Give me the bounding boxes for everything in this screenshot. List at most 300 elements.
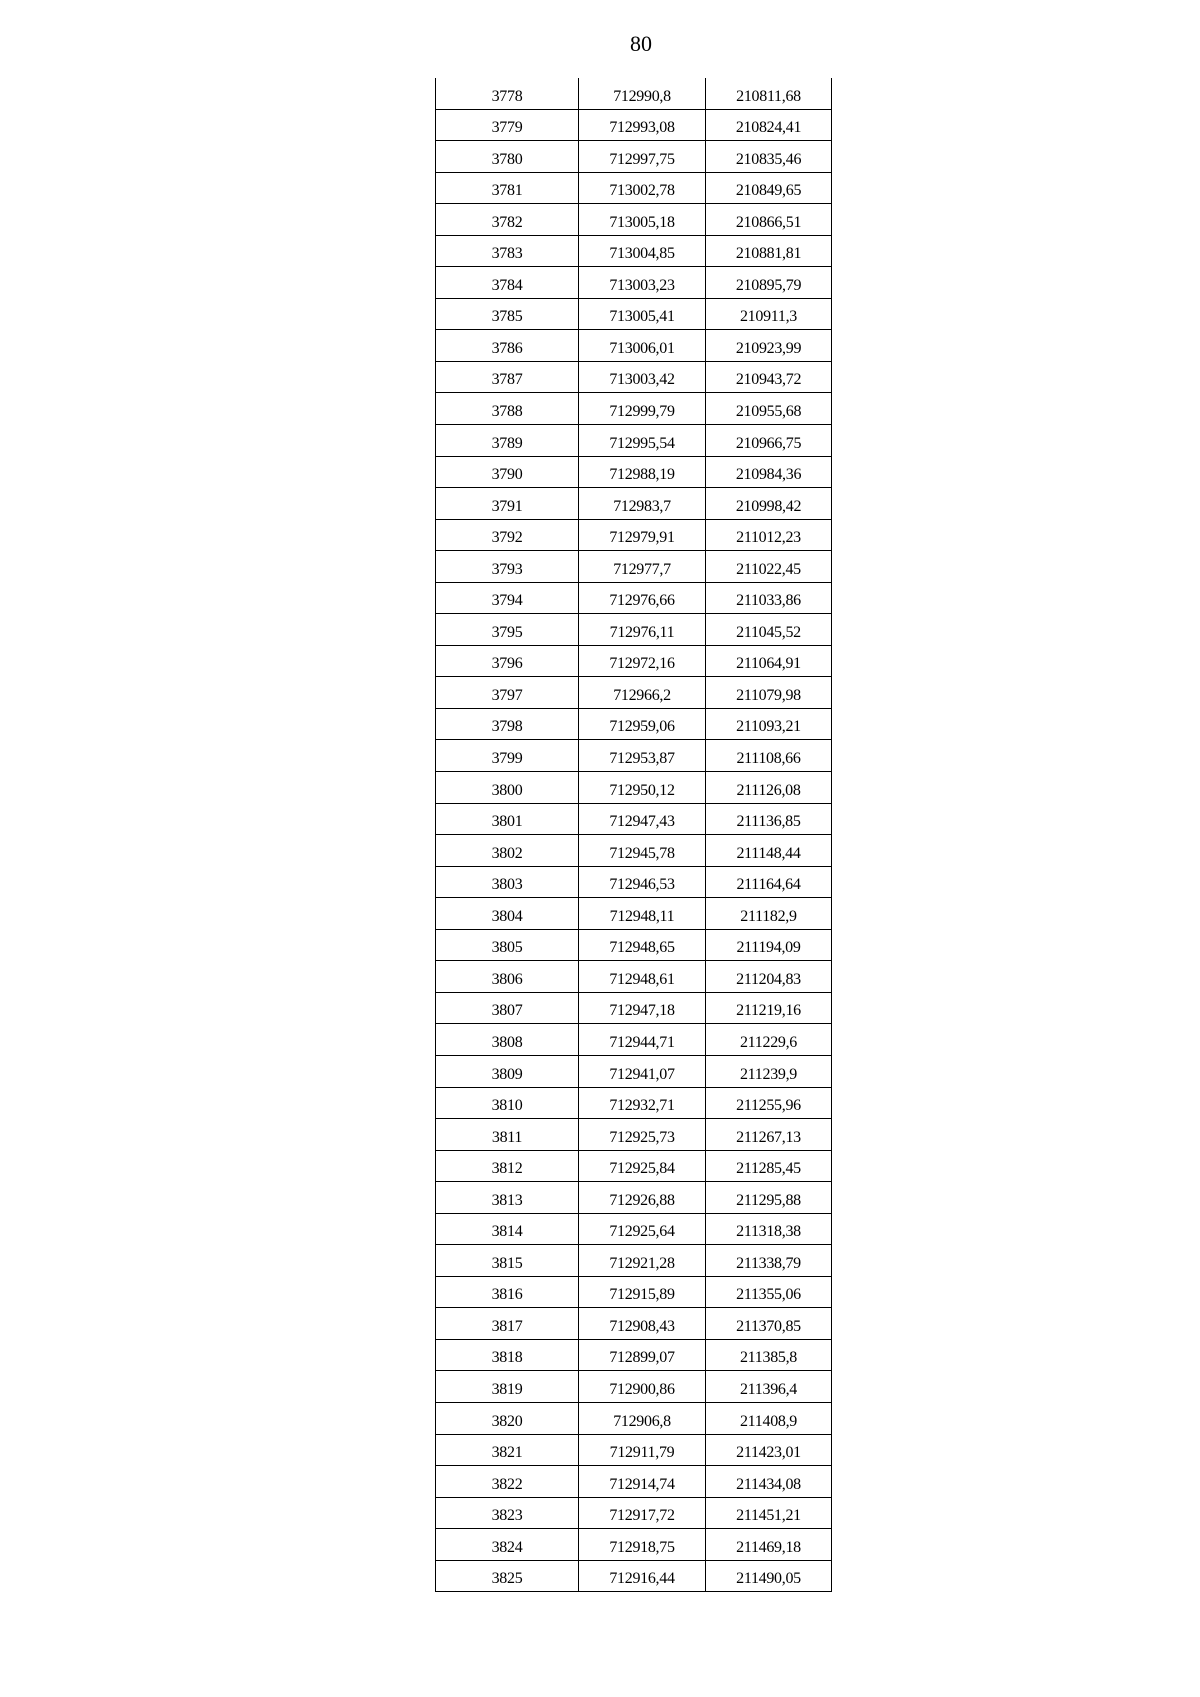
table-row	[436, 235, 832, 267]
cell-text: 3803	[491, 876, 523, 894]
y-coordinate-cell	[706, 298, 832, 330]
table-row	[436, 677, 832, 709]
cell-text: 3781	[491, 182, 523, 200]
point-number-cell	[436, 898, 579, 930]
table-row	[436, 708, 832, 740]
point-number-cell	[436, 1371, 579, 1403]
cell-text: 3797	[491, 686, 523, 704]
cell-text: 713002,78	[609, 182, 675, 200]
cell-text: 712995,54	[609, 434, 675, 452]
table-row	[436, 1497, 832, 1529]
table-row	[436, 1529, 832, 1561]
cell-text: 712941,07	[609, 1065, 675, 1083]
point-number-cell	[436, 708, 579, 740]
cell-text: 713003,42	[609, 371, 675, 389]
x-coordinate-cell	[579, 488, 706, 520]
y-coordinate-cell	[706, 1529, 832, 1561]
cell-text: 210923,99	[735, 339, 802, 357]
y-coordinate-cell	[706, 582, 832, 614]
cell-text: 3822	[491, 1475, 523, 1493]
cell-text: 3783	[491, 245, 523, 263]
cell-text: 712988,19	[609, 466, 675, 484]
cell-text: 211451,21	[736, 1507, 801, 1525]
y-coordinate-cell	[706, 929, 832, 961]
point-number-cell	[436, 677, 579, 709]
cell-text: 712997,75	[609, 150, 675, 168]
x-coordinate-cell	[579, 614, 706, 646]
cell-text: 3813	[491, 1191, 523, 1209]
cell-text: 712945,78	[609, 844, 675, 862]
point-number-cell	[436, 235, 579, 267]
point-number-cell	[436, 645, 579, 677]
x-coordinate-cell	[579, 235, 706, 267]
cell-text: 210943,72	[735, 371, 802, 389]
y-coordinate-cell	[706, 1119, 832, 1151]
y-coordinate-cell	[706, 961, 832, 993]
cell-text: 211408,9	[739, 1412, 797, 1430]
cell-text: 210881,81	[735, 245, 802, 263]
point-number-cell	[436, 1497, 579, 1529]
cell-text: 211033,86	[736, 592, 801, 610]
cell-text: 712959,06	[609, 718, 675, 736]
cell-text: 712972,16	[609, 655, 675, 673]
y-coordinate-cell	[706, 1245, 832, 1277]
x-coordinate-cell	[579, 1402, 706, 1434]
x-coordinate-cell	[579, 1371, 706, 1403]
cell-text: 713005,18	[609, 213, 675, 231]
point-number-cell	[436, 992, 579, 1024]
cell-text: 3804	[491, 907, 523, 925]
cell-text: 3806	[491, 970, 523, 988]
x-coordinate-cell	[579, 835, 706, 867]
x-coordinate-cell	[579, 898, 706, 930]
table-row	[436, 1150, 832, 1182]
y-coordinate-cell	[706, 835, 832, 867]
cell-text: 3784	[491, 276, 523, 294]
point-number-cell	[436, 1024, 579, 1056]
x-coordinate-cell	[579, 1308, 706, 1340]
cell-text: 712918,75	[609, 1538, 675, 1556]
point-number-cell	[436, 1276, 579, 1308]
cell-text: 712953,87	[609, 750, 675, 768]
cell-text: 712925,84	[609, 1160, 675, 1178]
cell-text: 210911,3	[739, 308, 797, 326]
cell-text: 211022,45	[736, 560, 801, 578]
point-number-cell	[436, 204, 579, 236]
table-row	[436, 1245, 832, 1277]
cell-text: 712976,66	[609, 592, 675, 610]
x-coordinate-cell	[579, 172, 706, 204]
cell-text: 211194,09	[736, 939, 801, 957]
cell-text: 211295,88	[736, 1191, 801, 1209]
cell-text: 3778	[491, 87, 523, 105]
table-row	[436, 1119, 832, 1151]
cell-text: 211490,05	[736, 1570, 801, 1588]
x-coordinate-cell	[579, 204, 706, 236]
table-row	[436, 740, 832, 772]
cell-text: 3792	[491, 529, 523, 547]
point-number-cell	[436, 866, 579, 898]
cell-text: 211370,85	[736, 1317, 801, 1335]
cell-text: 3818	[491, 1349, 523, 1367]
cell-text: 211136,85	[736, 813, 801, 831]
cell-text: 712976,11	[609, 623, 675, 641]
point-number-cell	[436, 1560, 579, 1592]
cell-text: 211469,18	[736, 1538, 801, 1556]
point-number-cell	[436, 1182, 579, 1214]
point-number-cell	[436, 488, 579, 520]
cell-text: 3821	[491, 1444, 523, 1462]
y-coordinate-cell	[706, 330, 832, 362]
cell-text: 211182,9	[740, 907, 797, 925]
table-row	[436, 645, 832, 677]
cell-text: 210895,79	[735, 276, 802, 294]
cell-text: 712944,71	[609, 1033, 675, 1051]
cell-text: 713003,23	[609, 276, 675, 294]
table-row	[436, 1371, 832, 1403]
cell-text: 3810	[491, 1097, 523, 1115]
cell-text: 211318,38	[736, 1223, 801, 1241]
table-row	[436, 992, 832, 1024]
x-coordinate-cell	[579, 929, 706, 961]
table-row	[436, 204, 832, 236]
cell-text: 211285,45	[736, 1160, 801, 1178]
cell-text: 211164,64	[736, 876, 801, 894]
cell-text: 3819	[491, 1380, 523, 1398]
cell-text: 3805	[491, 939, 523, 957]
cell-text: 3801	[491, 813, 523, 831]
y-coordinate-cell	[706, 1560, 832, 1592]
table-row	[436, 772, 832, 804]
table-row	[436, 1466, 832, 1498]
cell-text: 3824	[491, 1538, 523, 1556]
cell-text: 3807	[491, 1002, 523, 1020]
cell-text: 3785	[491, 308, 523, 326]
point-number-cell	[436, 1245, 579, 1277]
point-number-cell	[436, 1213, 579, 1245]
coordinates-table-body	[436, 78, 832, 1592]
x-coordinate-cell	[579, 740, 706, 772]
cell-text: 712950,12	[609, 781, 675, 799]
x-coordinate-cell	[579, 866, 706, 898]
point-number-cell	[436, 172, 579, 204]
cell-text: 712999,79	[609, 403, 675, 421]
cell-text: 3802	[491, 844, 523, 862]
x-coordinate-cell	[579, 298, 706, 330]
page-number: 80	[630, 31, 652, 56]
y-coordinate-cell	[706, 898, 832, 930]
x-coordinate-cell	[579, 1245, 706, 1277]
x-coordinate-cell	[579, 1276, 706, 1308]
y-coordinate-cell	[706, 992, 832, 1024]
cell-text: 712979,91	[609, 529, 675, 547]
cell-text: 210866,51	[735, 213, 802, 231]
y-coordinate-cell	[706, 803, 832, 835]
y-coordinate-cell	[706, 614, 832, 646]
y-coordinate-cell	[706, 204, 832, 236]
y-coordinate-cell	[706, 78, 832, 109]
cell-text: 210849,65	[735, 182, 802, 200]
cell-text: 712966,2	[613, 686, 671, 704]
table-row	[436, 141, 832, 173]
cell-text: 712921,28	[609, 1254, 675, 1272]
y-coordinate-cell	[706, 677, 832, 709]
cell-text: 210835,46	[735, 150, 802, 168]
cell-text: 713005,41	[609, 308, 675, 326]
x-coordinate-cell	[579, 803, 706, 835]
x-coordinate-cell	[579, 393, 706, 425]
table-row	[436, 1560, 832, 1592]
y-coordinate-cell	[706, 1402, 832, 1434]
cell-text: 3787	[491, 371, 523, 389]
point-number-cell	[436, 1119, 579, 1151]
x-coordinate-cell	[579, 1055, 706, 1087]
cell-text: 712925,73	[609, 1128, 675, 1146]
point-number-cell	[436, 109, 579, 141]
point-number-cell	[436, 267, 579, 299]
cell-text: 3779	[491, 119, 523, 137]
table-row	[436, 614, 832, 646]
cell-text: 210998,42	[735, 497, 802, 515]
y-coordinate-cell	[706, 1024, 832, 1056]
table-row	[436, 835, 832, 867]
y-coordinate-cell	[706, 393, 832, 425]
x-coordinate-cell	[579, 267, 706, 299]
cell-text: 3812	[491, 1160, 523, 1178]
y-coordinate-cell	[706, 1276, 832, 1308]
table-row	[436, 488, 832, 520]
table-row	[436, 803, 832, 835]
cell-text: 712900,86	[609, 1380, 675, 1398]
cell-text: 3811	[491, 1128, 523, 1146]
cell-text: 210811,68	[736, 87, 801, 105]
cell-text: 3825	[491, 1570, 523, 1588]
cell-text: 712947,43	[609, 813, 675, 831]
table-row	[436, 1402, 832, 1434]
table-row	[436, 361, 832, 393]
y-coordinate-cell	[706, 425, 832, 457]
y-coordinate-cell	[706, 1182, 832, 1214]
x-coordinate-cell	[579, 1466, 706, 1498]
x-coordinate-cell	[579, 961, 706, 993]
point-number-cell	[436, 298, 579, 330]
cell-text: 211239,9	[739, 1065, 797, 1083]
cell-text: 712906,8	[613, 1412, 671, 1430]
cell-text: 3820	[491, 1412, 523, 1430]
cell-text: 712932,71	[609, 1097, 675, 1115]
table-row	[436, 1024, 832, 1056]
cell-text: 712946,53	[609, 876, 675, 894]
x-coordinate-cell	[579, 1497, 706, 1529]
x-coordinate-cell	[579, 992, 706, 1024]
y-coordinate-cell	[706, 1434, 832, 1466]
cell-text: 211093,21	[736, 718, 801, 736]
cell-text: 211385,8	[739, 1349, 797, 1367]
table-row	[436, 961, 832, 993]
y-coordinate-cell	[706, 1339, 832, 1371]
table-row	[436, 898, 832, 930]
cell-text: 712911,79	[609, 1444, 675, 1462]
table-row	[436, 78, 832, 109]
x-coordinate-cell	[579, 551, 706, 583]
table-row	[436, 393, 832, 425]
cell-text: 713006,01	[609, 339, 675, 357]
point-number-cell	[436, 361, 579, 393]
x-coordinate-cell	[579, 1150, 706, 1182]
point-number-cell	[436, 330, 579, 362]
y-coordinate-cell	[706, 141, 832, 173]
x-coordinate-cell	[579, 1560, 706, 1592]
table-row	[436, 519, 832, 551]
point-number-cell	[436, 740, 579, 772]
x-coordinate-cell	[579, 645, 706, 677]
y-coordinate-cell	[706, 1371, 832, 1403]
x-coordinate-cell	[579, 708, 706, 740]
cell-text: 211204,83	[736, 970, 801, 988]
y-coordinate-cell	[706, 1150, 832, 1182]
y-coordinate-cell	[706, 109, 832, 141]
cell-text: 3808	[491, 1033, 523, 1051]
cell-text: 3795	[491, 623, 523, 641]
table-row	[436, 172, 832, 204]
cell-text: 211396,4	[739, 1380, 797, 1398]
point-number-cell	[436, 551, 579, 583]
cell-text: 211012,23	[736, 529, 801, 547]
point-number-cell	[436, 1402, 579, 1434]
cell-text: 712915,89	[609, 1286, 675, 1304]
cell-text: 712977,7	[613, 560, 671, 578]
point-number-cell	[436, 1087, 579, 1119]
coordinates-table	[435, 78, 832, 1592]
y-coordinate-cell	[706, 267, 832, 299]
x-coordinate-cell	[579, 78, 706, 109]
x-coordinate-cell	[579, 582, 706, 614]
cell-text: 712948,65	[609, 939, 675, 957]
x-coordinate-cell	[579, 1213, 706, 1245]
cell-text: 3790	[491, 466, 523, 484]
y-coordinate-cell	[706, 1308, 832, 1340]
point-number-cell	[436, 1308, 579, 1340]
y-coordinate-cell	[706, 645, 832, 677]
cell-text: 211423,01	[736, 1444, 801, 1462]
x-coordinate-cell	[579, 677, 706, 709]
cell-text: 211079,98	[736, 686, 801, 704]
table-row	[436, 1182, 832, 1214]
table-row	[436, 551, 832, 583]
cell-text: 3809	[491, 1065, 523, 1083]
y-coordinate-cell	[706, 1055, 832, 1087]
y-coordinate-cell	[706, 488, 832, 520]
table-row	[436, 866, 832, 898]
point-number-cell	[436, 929, 579, 961]
table-row	[436, 1339, 832, 1371]
point-number-cell	[436, 1150, 579, 1182]
table-row	[436, 330, 832, 362]
cell-text: 712993,08	[609, 119, 675, 137]
table-row	[436, 1308, 832, 1340]
cell-text: 3823	[491, 1507, 523, 1525]
table-row	[436, 109, 832, 141]
x-coordinate-cell	[579, 456, 706, 488]
x-coordinate-cell	[579, 109, 706, 141]
cell-text: 210966,75	[735, 434, 802, 452]
point-number-cell	[436, 456, 579, 488]
point-number-cell	[436, 1339, 579, 1371]
cell-text: 211434,08	[736, 1475, 801, 1493]
y-coordinate-cell	[706, 551, 832, 583]
cell-text: 712990,8	[613, 87, 671, 105]
y-coordinate-cell	[706, 172, 832, 204]
point-number-cell	[436, 835, 579, 867]
point-number-cell	[436, 1055, 579, 1087]
cell-text: 3817	[491, 1317, 523, 1335]
cell-text: 3791	[491, 497, 523, 515]
y-coordinate-cell	[706, 519, 832, 551]
y-coordinate-cell	[706, 740, 832, 772]
x-coordinate-cell	[579, 1119, 706, 1151]
y-coordinate-cell	[706, 1213, 832, 1245]
x-coordinate-cell	[579, 1024, 706, 1056]
point-number-cell	[436, 772, 579, 804]
cell-text: 3800	[491, 781, 523, 799]
cell-text: 712926,88	[609, 1191, 675, 1209]
y-coordinate-cell	[706, 1087, 832, 1119]
cell-text: 3780	[491, 150, 523, 168]
cell-text: 712948,61	[609, 970, 675, 988]
y-coordinate-cell	[706, 235, 832, 267]
cell-text: 210984,36	[735, 466, 802, 484]
cell-text: 3793	[491, 560, 523, 578]
cell-text: 712916,44	[609, 1570, 675, 1588]
cell-text: 211064,91	[736, 655, 801, 673]
cell-text: 712925,64	[609, 1223, 675, 1241]
cell-text: 713004,85	[609, 245, 675, 263]
cell-text: 211355,06	[736, 1286, 801, 1304]
table-row	[436, 929, 832, 961]
cell-text: 211108,66	[736, 750, 801, 768]
cell-text: 211229,6	[739, 1033, 797, 1051]
y-coordinate-cell	[706, 361, 832, 393]
cell-text: 3789	[491, 434, 523, 452]
cell-text: 210824,41	[735, 119, 802, 137]
point-number-cell	[436, 1529, 579, 1561]
point-number-cell	[436, 393, 579, 425]
cell-text: 3782	[491, 213, 523, 231]
cell-text: 712908,43	[609, 1317, 675, 1335]
x-coordinate-cell	[579, 361, 706, 393]
cell-text: 3786	[491, 339, 523, 357]
table-row	[436, 582, 832, 614]
table-row	[436, 425, 832, 457]
x-coordinate-cell	[579, 1434, 706, 1466]
x-coordinate-cell	[579, 1529, 706, 1561]
cell-text: 211148,44	[736, 844, 801, 862]
table-row	[436, 298, 832, 330]
cell-text: 211045,52	[736, 623, 801, 641]
y-coordinate-cell	[706, 456, 832, 488]
x-coordinate-cell	[579, 772, 706, 804]
cell-text: 211219,16	[736, 1002, 801, 1020]
table-row	[436, 1055, 832, 1087]
cell-text: 210955,68	[735, 403, 802, 421]
point-number-cell	[436, 582, 579, 614]
cell-text: 3815	[491, 1254, 523, 1272]
cell-text: 712948,11	[609, 907, 675, 925]
y-coordinate-cell	[706, 1466, 832, 1498]
y-coordinate-cell	[706, 772, 832, 804]
cell-text: 3799	[491, 750, 523, 768]
cell-text: 712947,18	[609, 1002, 675, 1020]
